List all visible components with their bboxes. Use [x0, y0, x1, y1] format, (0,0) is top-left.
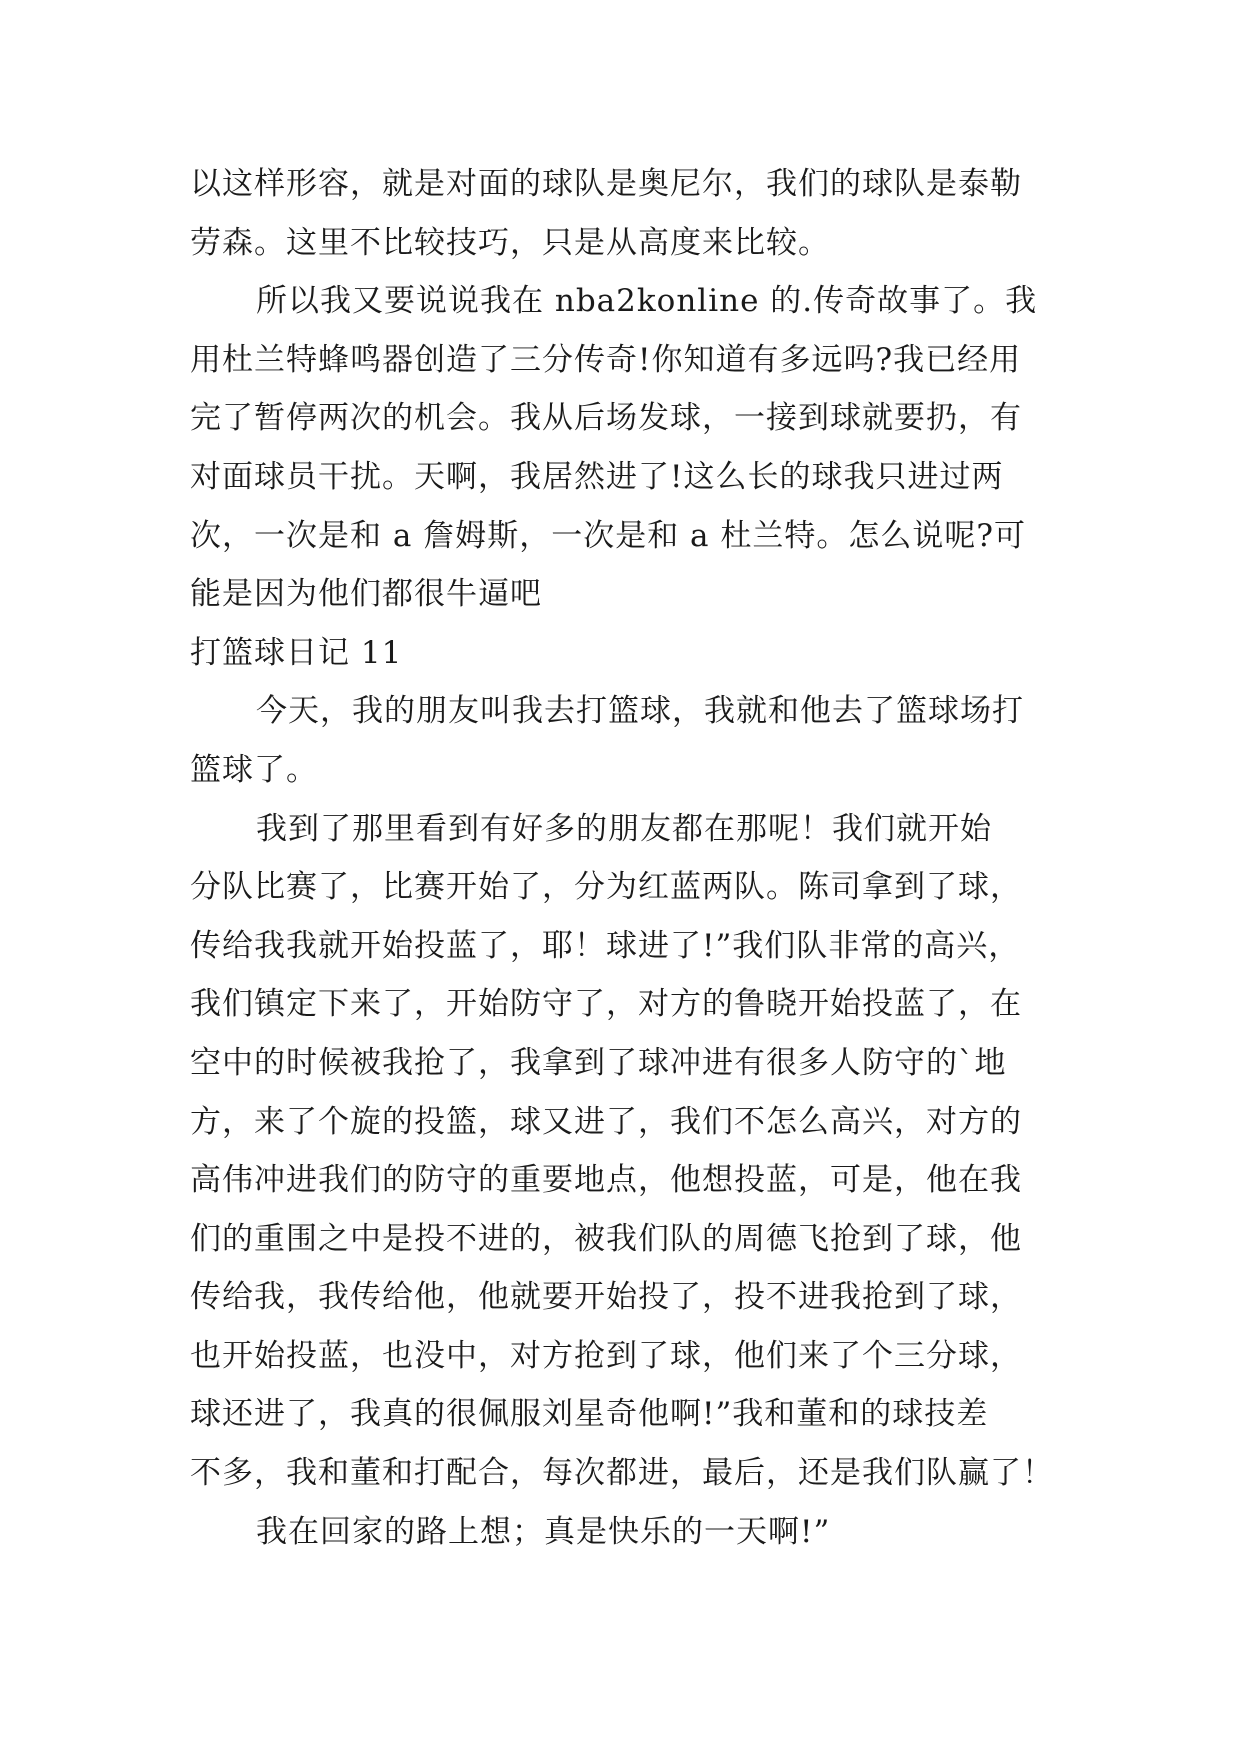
- section-heading: 打篮球日记 11: [190, 634, 403, 671]
- text-line: 传给我，我传给他，他就要开始投了，投不进我抢到了球，: [190, 1279, 1022, 1316]
- text-line: 我在回家的路上想；真是快乐的一天啊!”: [256, 1513, 831, 1550]
- text-line: 不多，我和董和打配合，每次都进，最后，还是我们队赢了！: [190, 1455, 1054, 1492]
- text-line: 方，来了个旋的投篮，球又进了，我们不怎么高兴，对方的: [190, 1103, 1022, 1140]
- text-line: 劳森。这里不比较技巧，只是从高度来比较。: [190, 224, 830, 261]
- text-line: 高伟冲进我们的防守的重要地点，他想投蓝，可是，他在我: [190, 1162, 1022, 1199]
- text-line: 我们镇定下来了，开始防守了，对方的鲁晓开始投蓝了，在: [190, 986, 1022, 1023]
- text-line: 也开始投蓝，也没中，对方抢到了球，他们来了个三分球，: [190, 1337, 1022, 1374]
- text-line: 能是因为他们都很牛逼吧: [190, 576, 542, 613]
- text-line: 分队比赛了，比赛开始了，分为红蓝两队。陈司拿到了球，: [190, 869, 1022, 906]
- paragraph: [190, 682, 1070, 799]
- paragraph: [190, 155, 1070, 272]
- text-line: 完了暂停两次的机会。我从后场发球，一接到球就要扔，有: [190, 400, 1022, 437]
- text-line: 对面球员干扰。天啊，我居然进了!这么长的球我只进过两: [190, 458, 1004, 495]
- paragraph: [190, 272, 1070, 624]
- text-line: 我到了那里看到有好多的朋友都在那呢！我们就开始: [256, 810, 992, 847]
- text-line: 空中的时候被我抢了，我拿到了球冲进有很多人防守的`地: [190, 1044, 1007, 1081]
- text-line: 所以我又要说说我在 nba2konline 的.传奇故事了。我: [256, 283, 1038, 320]
- text-line: 篮球了。: [190, 751, 318, 788]
- paragraph: [190, 1503, 1070, 1562]
- text-line: 今天，我的朋友叫我去打篮球，我就和他去了篮球场打: [256, 693, 1024, 730]
- text-line: 传给我我就开始投蓝了，耶！球进了!”我们队非常的高兴，: [190, 927, 1021, 964]
- document-body: [190, 155, 1070, 1561]
- text-line: 用杜兰特蜂鸣器创造了三分传奇!你知道有多远吗?我已经用: [190, 341, 1022, 378]
- text-line: 次，一次是和 a 詹姆斯，一次是和 a 杜兰特。怎么说呢?可: [190, 517, 1026, 554]
- paragraph: [190, 800, 1070, 1503]
- text-line: 球还进了，我真的很佩服刘星奇他啊!”我和董和的球技差: [190, 1396, 989, 1433]
- text-line: 们的重围之中是投不进的，被我们队的周德飞抢到了球，他: [190, 1220, 1022, 1257]
- text-line: 以这样形容，就是对面的球队是奥尼尔，我们的球队是泰勒: [190, 166, 1022, 202]
